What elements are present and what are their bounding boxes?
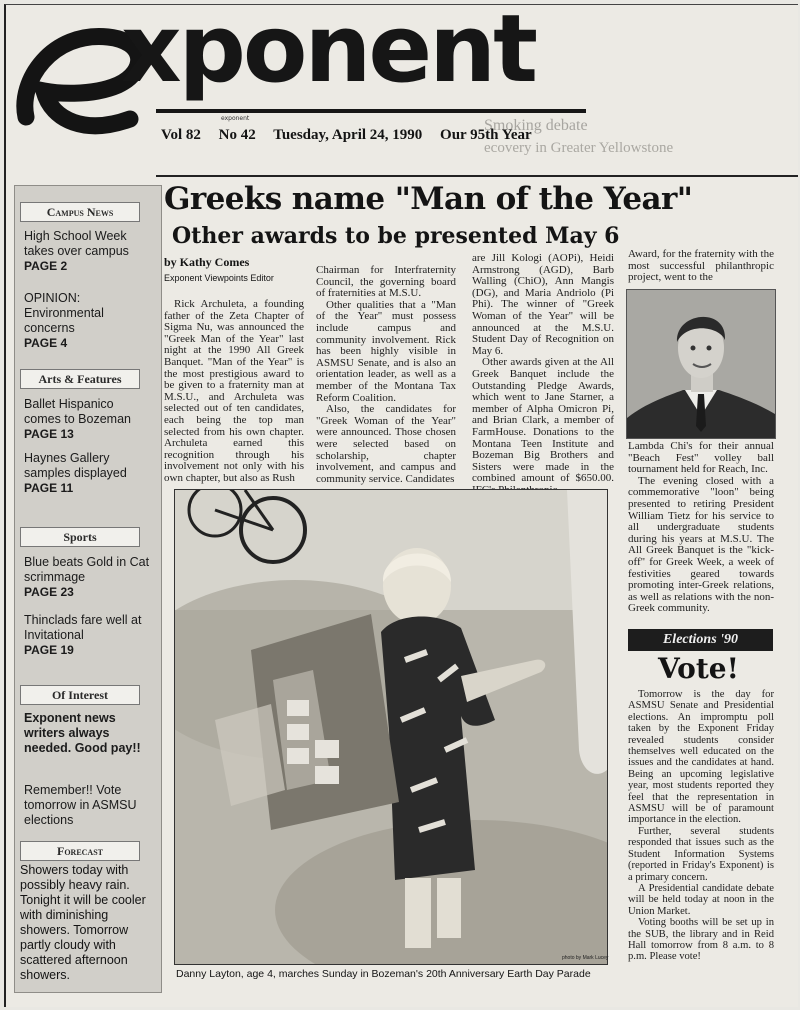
sidebar-item-text: OPINION: Environmental concerns (24, 291, 104, 335)
sidebar-item[interactable] (24, 229, 152, 274)
article-paragraph: Other qualities that a "Man of the Year" must possess include campus and community involvement. Rick has been highly visible in ASMSU Senate, and is also an orientation leader, as well as a member of the Montana Tax Reform Coalition. (316, 298, 456, 404)
sidebar-item-text: Ballet Hispanico comes to Bozeman (24, 397, 131, 426)
volume: Vol 82 (161, 127, 201, 143)
article-paragraph: The evening closed with a commemorative "loon" being presented to retiring President William Tietz for his service to all undergraduate students during his years at M.S.U. The All Greek Banquet is the "kick-off" for Greek Week, a week of festivities geared towards promoting inter-Greek relations, as well as relations with the non-Greek community. (628, 474, 774, 615)
article-column-1 (164, 299, 304, 485)
article-paragraph: are Jill Kologi (AOPi), Heidi Armstrong (AGD), Barb Walling (ChiO), Ann Mangis (DG), and Maria Andriolo (Pi Phi). The winner of "Greek Woman of the Year" will be announced at the M.S.U. Student Day of Recognition on May 6. (472, 252, 614, 357)
parade-image (175, 490, 607, 964)
logo-small-text: exponent (221, 115, 250, 122)
page-ref: PAGE 4 (24, 336, 68, 350)
article-paragraph: Rick Archuleta, a founding father of the Zeta Chapter of Sigma Nu, was announced the "Greek Man of the Year" last night at the 1990 All Greek Banquet. "Man of the Year" is the most prestigious award to be given to a fraternity man at M.S.U., and Archuleta was selected out of ten candidates, each being the top man selected from his own chapter. Archuleta earned this recognition through his involvement not only with his own chapter, but also as Rush (164, 298, 304, 484)
page-ref: PAGE 2 (24, 259, 68, 273)
page-ref: PAGE 19 (24, 643, 74, 657)
vote-headline: Vote! (658, 652, 739, 685)
parade-photo (174, 489, 608, 965)
sidebar-item[interactable] (24, 613, 152, 658)
sidebar-item-text: Haynes Gallery samples displayed (24, 451, 127, 480)
sidebar-item-text: High School Week takes over campus (24, 229, 129, 258)
sidebar-item (24, 711, 152, 756)
page-ref: PAGE 13 (24, 427, 74, 441)
sidebar-item[interactable] (24, 397, 152, 442)
sidebar-item[interactable] (24, 451, 152, 496)
dateline (161, 127, 546, 144)
byline: by Kathy Comes (164, 255, 250, 269)
sidebar-item-text: Exponent news writers always needed. Good pay!! (24, 711, 141, 755)
issue-number: No 42 (218, 127, 256, 143)
sidebar-item-text: Blue beats Gold in Cat scrimmage (24, 555, 150, 584)
article-column-2 (316, 265, 456, 485)
article-column-4b (628, 441, 774, 615)
sidebar-item-text: Remember!! Vote tomorrow in ASMSU elections (24, 783, 137, 827)
section-header-of-interest: Of Interest (20, 685, 140, 705)
year-note: Our 95th Year (440, 127, 532, 143)
masthead-rule (156, 109, 586, 113)
issue-date: Tuesday, April 24, 1990 (273, 127, 423, 143)
article-column-4 (628, 249, 774, 284)
ghost-text: ecovery in Greater Yellowstone (484, 140, 674, 156)
portrait-photo (626, 289, 776, 439)
subheadline: Other awards to be presented May 6 (172, 223, 620, 249)
article-paragraph: Other awards given at the All Greek Banquet include the Outstanding Pledge Awards, which went to Jane Starner, a member of Alpha Omicron Pi, and Brian Clark, a member of FarmHouse. Donations to the Montana Teen Institute and Bozeman Big Brothers and Sisters were made in the combined amount of $650.00. (472, 356, 614, 485)
article-paragraph: Voting booths will be set up in the SUB, the library and in Reid Hall tomorrow from 8 a.m. to 8 p.m. Please vote! (628, 917, 774, 963)
sidebar-item[interactable] (24, 291, 152, 351)
main-headline: Greeks name "Man of the Year" (164, 181, 693, 217)
page-ref: PAGE 23 (24, 585, 74, 599)
ghost-text: Smoking debate (484, 117, 588, 134)
sidebar-item (24, 783, 152, 828)
byline-title: Exponent Viewpoints Editor (164, 273, 274, 283)
forecast-text: Showers today with possibly heavy rain. Tonight it will be cooler with diminishing showers. Tomorrow partly cloudy with scattered afternoon showers. (20, 863, 146, 982)
sidebar-item[interactable] (24, 555, 152, 600)
sidebar-item-text: Thinclads fare well at Invitational (24, 613, 142, 642)
newspaper-page (4, 4, 798, 1007)
section-header-forecast: Forecast (20, 841, 140, 861)
logo-wordmark: xponent (121, 4, 536, 104)
article-column-3 (472, 253, 614, 496)
section-header-arts-features: Arts & Features (20, 369, 140, 389)
section-header-campus-news: Campus News (20, 202, 140, 222)
divider (156, 175, 798, 177)
article-paragraph: Lambda Chi's for their annual "Beach Fest" volley ball tournament held for Reach, Inc. (628, 440, 774, 476)
elections-column (628, 689, 774, 963)
portrait-image (627, 290, 775, 438)
page-ref: PAGE 11 (24, 481, 74, 495)
article-paragraph: Further, several students responded that issues such as the Student Information Systems (reported in Friday's Exponent) is a primary concern. (628, 825, 774, 883)
article-paragraph: Tomorrow is the day for ASMSU Senate and Presidential elections. An impromptu poll taken by the Exponent Friday revealed students consider themselves well educated on the issues and the candidates at hand. Being an upcoming legislative year, most students reported they feel that the representation in ASMSU will be of paramount importance in the election. (628, 689, 774, 826)
article-paragraph: A Presidential candidate debate will be held today at noon in the Union Market. (628, 882, 774, 917)
article-paragraph: Also, the candidates for "Greek Woman of the Year" were announced. Those chosen were selected based on scholarship, chapter involvement, and campus and community service. Candidates (316, 403, 456, 485)
elections-banner: Elections '90 (628, 629, 773, 651)
section-header-sports: Sports (20, 527, 140, 547)
photo-credit: photo by Mark Lucey (562, 955, 609, 961)
photo-caption: Danny Layton, age 4, marches Sunday in Bozeman's 20th Anniversary Earth Day Parade (176, 968, 591, 980)
article-paragraph: Chairman for Interfraternity Council, the governing board of fraternities at M.S.U. (316, 264, 456, 300)
article-paragraph: Award, for the fraternity with the most successful philanthropic project, went to the (628, 248, 774, 284)
